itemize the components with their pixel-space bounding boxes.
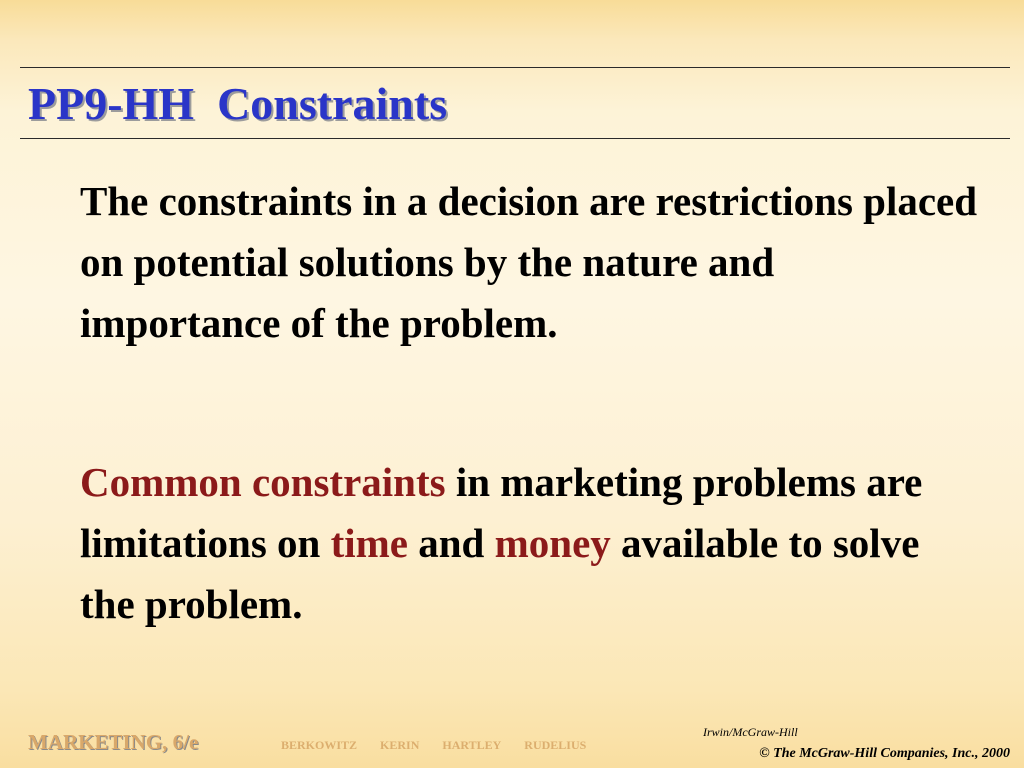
highlight-common-constraints: Common constraints <box>80 459 446 505</box>
highlight-time: time <box>330 520 408 566</box>
footer-author: RUDELIUS <box>524 738 587 752</box>
common-constraints-paragraph <box>80 452 980 635</box>
title-top-rule <box>20 67 1010 68</box>
footer-author: BERKOWITZ <box>281 738 358 752</box>
highlight-money: money <box>494 520 611 566</box>
footer-publisher: Irwin/McGraw-Hill <box>703 725 798 739</box>
paragraph2-text-2: and <box>408 520 495 566</box>
footer-authors <box>281 738 606 753</box>
slide-title: PP9-HH Constraints <box>28 78 448 129</box>
footer-book-title: MARKETING, 6/e <box>28 730 199 754</box>
footer-author: HARTLEY <box>442 738 502 752</box>
footer-author: KERIN <box>380 738 420 752</box>
definition-paragraph: The constraints in a decision are restrictions placed on potential solutions by the nature and importance of the problem. <box>80 178 978 346</box>
title-bottom-rule <box>20 138 1010 139</box>
footer-copyright: © The McGraw-Hill Companies, Inc., 2000 <box>759 746 1010 761</box>
paragraph2-text-3: available to solve the problem. <box>80 520 920 627</box>
paragraph2-text-1: in marketing problems are limitations on <box>80 459 923 566</box>
